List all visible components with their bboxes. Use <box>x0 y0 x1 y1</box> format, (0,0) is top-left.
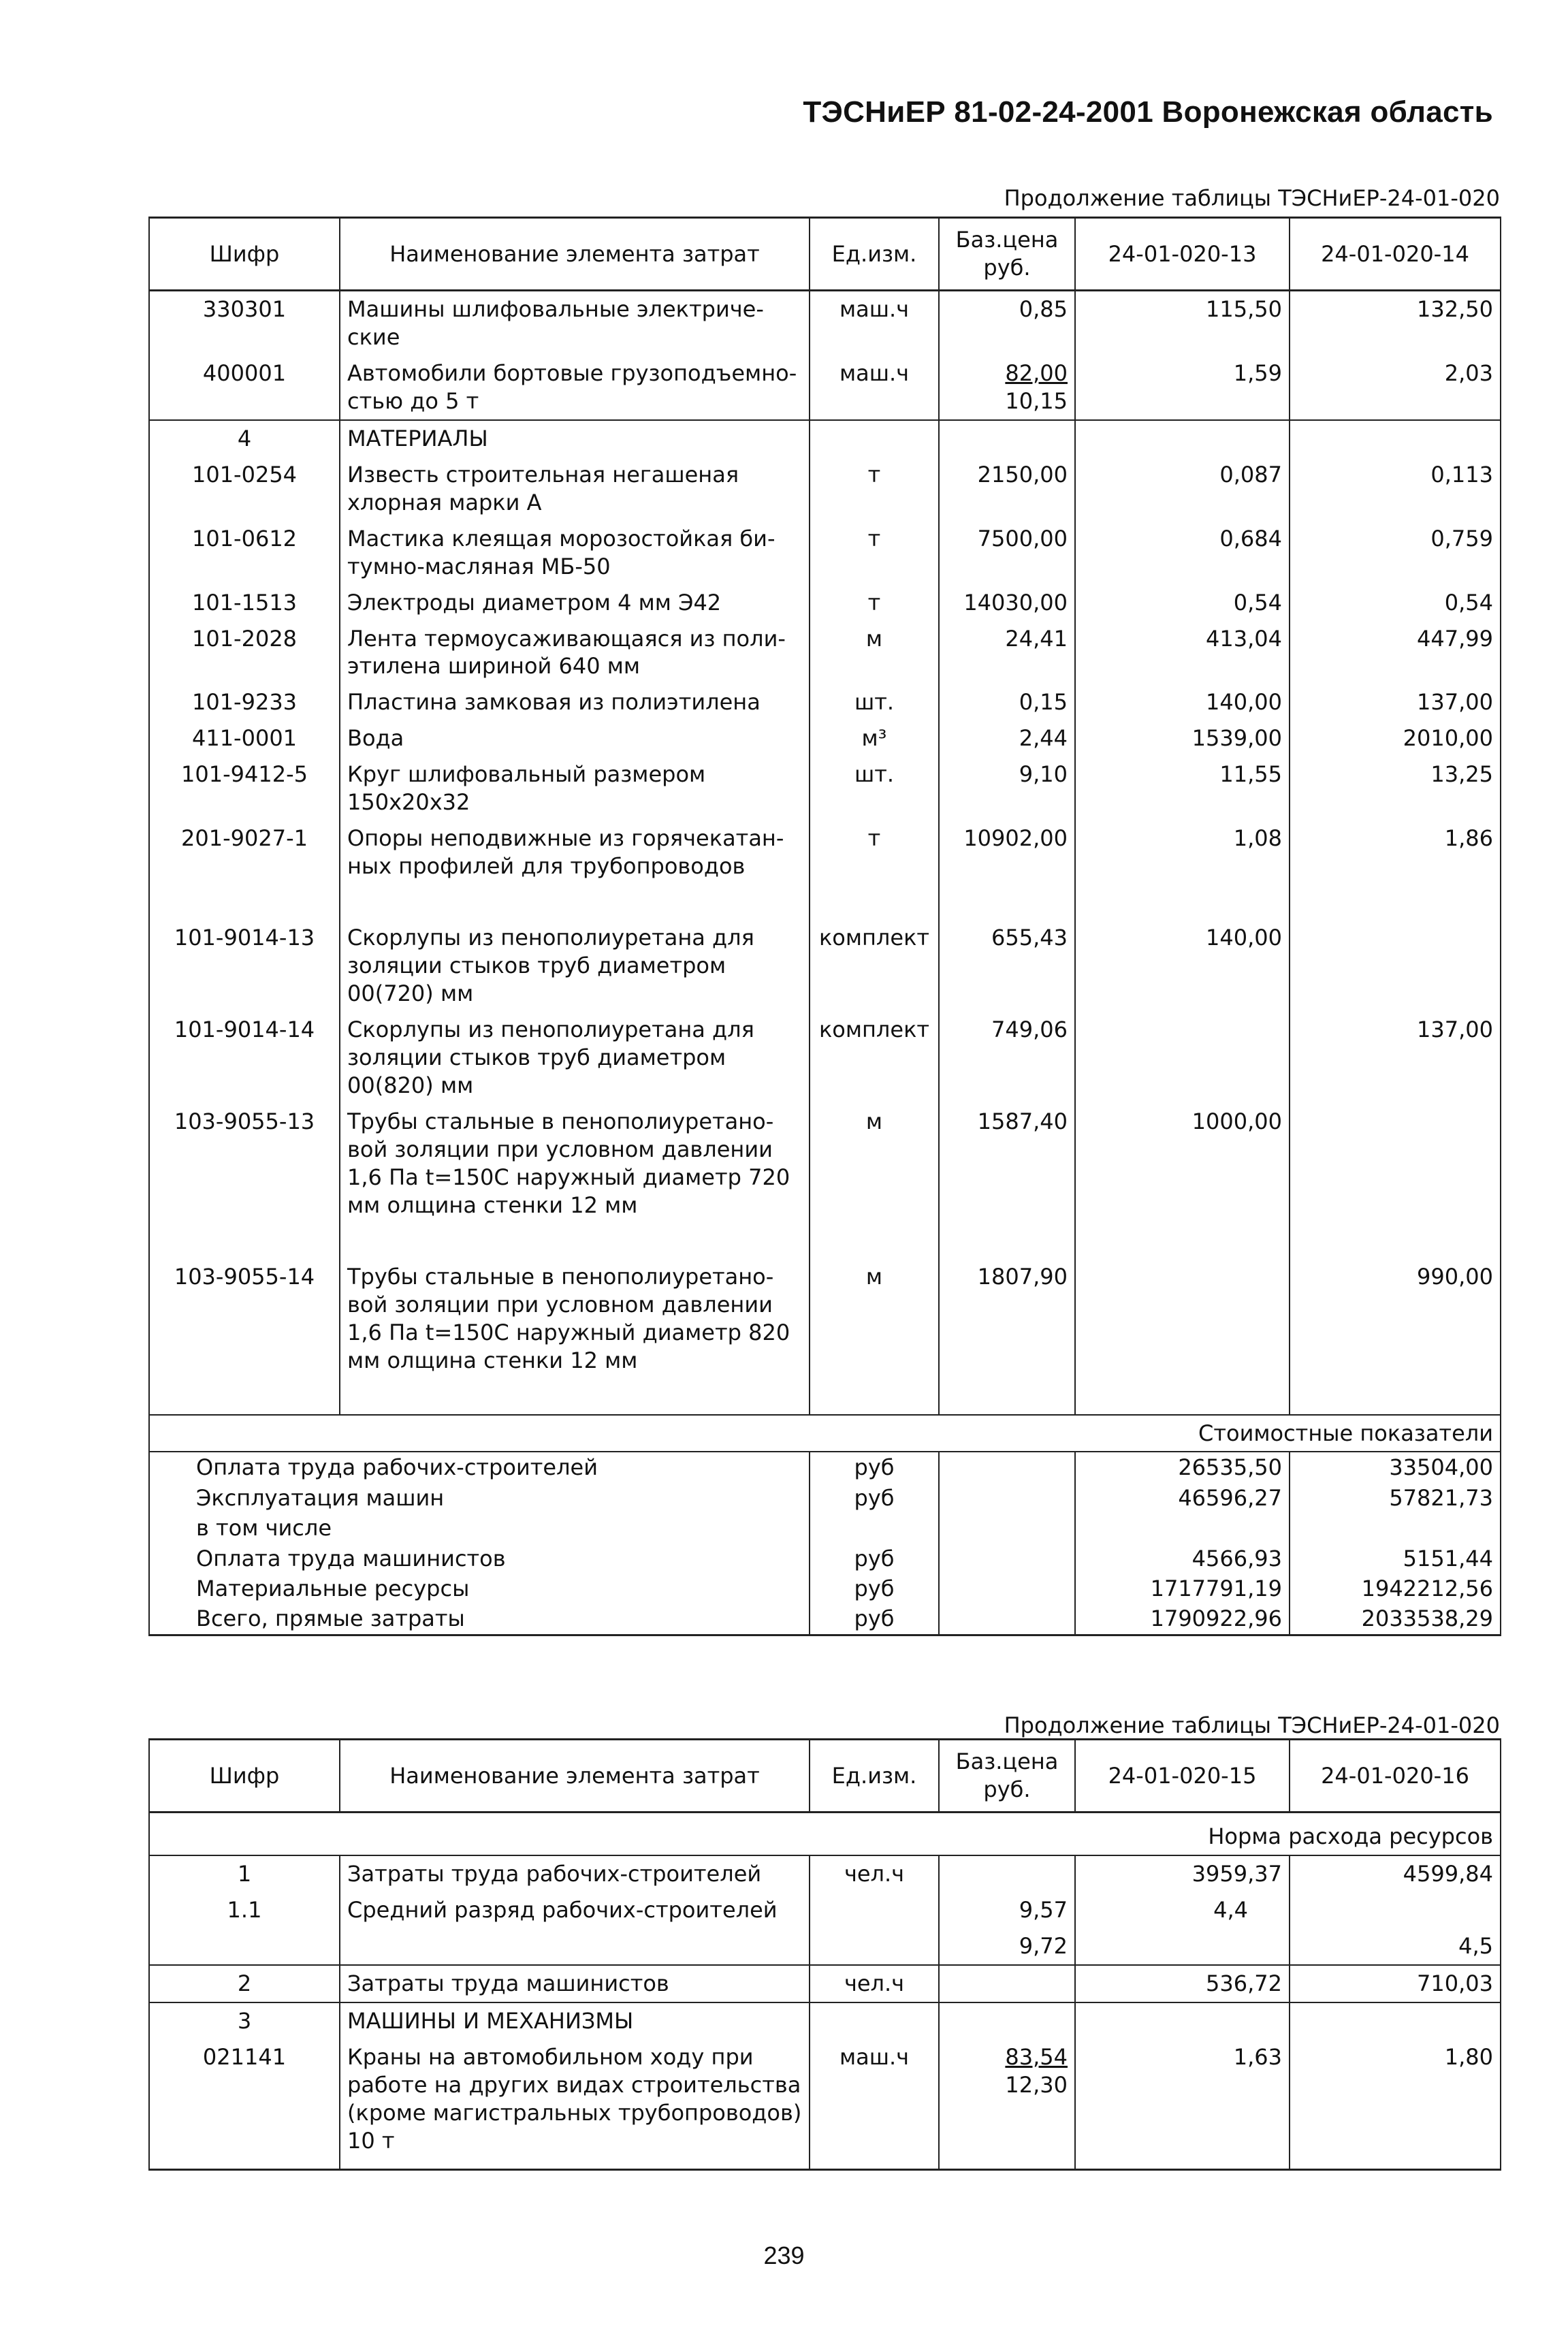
row-unit: т <box>810 521 939 585</box>
totals-label: Материальные ресурсы <box>149 1574 810 1603</box>
row-code: 1 <box>149 1855 340 1892</box>
row-price: 1807,90 <box>939 1259 1075 1379</box>
totals-unit: руб <box>810 1452 939 1482</box>
row-name: Средний разряд рабочих-строителей <box>340 1892 810 1928</box>
totals-unit: руб <box>810 1483 939 1513</box>
row-value-16: 1,80 <box>1290 2039 1501 2169</box>
row-code <box>149 1928 340 1965</box>
table-row <box>149 457 1501 521</box>
row-value-13 <box>1075 1012 1290 1104</box>
table-row <box>149 585 1501 621</box>
row-price: 24,41 <box>939 621 1075 685</box>
row-value-14: 447,99 <box>1290 621 1501 685</box>
table-row <box>149 621 1501 685</box>
norm-heading: Норма расхода ресурсов <box>149 1813 1501 1855</box>
column-header-name: Наименование элемента затрат <box>340 218 810 291</box>
cost-heading: Стоимостные показатели <box>149 1415 1501 1452</box>
row-name: Трубы стальные в пенополиуретано-вой золяции при условном давлении 1,6 Па t=150С наружный диаметр 720 мм олщина стенки 12 мм <box>340 1104 810 1224</box>
column-header-rate-14: 24-01-020-14 <box>1290 218 1501 291</box>
totals-row <box>149 1483 1501 1513</box>
table-header-row <box>149 218 1501 291</box>
row-price-current: 82,00 <box>1005 360 1068 386</box>
row-value-13: 1,08 <box>1075 820 1290 884</box>
totals-value-14: 5151,44 <box>1290 1544 1501 1574</box>
row-value-13: 0,684 <box>1075 521 1290 585</box>
section-title: МАШИНЫ И МЕХАНИЗМЫ <box>340 2002 810 2039</box>
row-value-15: 536,72 <box>1075 1965 1290 2002</box>
column-header-price: Баз.цена руб. <box>939 1740 1075 1813</box>
row-value-14: 2010,00 <box>1290 720 1501 756</box>
table-row <box>149 291 1501 355</box>
column-header-code: Шифр <box>149 1740 340 1813</box>
totals-value-13: 1717791,19 <box>1075 1574 1290 1603</box>
row-name: Вода <box>340 720 810 756</box>
totals-row <box>149 1544 1501 1574</box>
table-row <box>149 756 1501 820</box>
table-row <box>149 684 1501 720</box>
row-value-13: 140,00 <box>1075 920 1290 1012</box>
totals-unit: руб <box>810 1574 939 1603</box>
row-unit: т <box>810 820 939 884</box>
row-unit: маш.ч <box>810 355 939 420</box>
row-price-base: 10,15 <box>1005 387 1068 414</box>
row-price: 9,10 <box>939 756 1075 820</box>
row-value-14 <box>1290 1104 1501 1224</box>
row-value-14: 2,03 <box>1290 355 1501 420</box>
row-name: Мастика клеящая морозостойкая би-тумно-масляная МБ-50 <box>340 521 810 585</box>
table-row <box>149 521 1501 585</box>
row-price-base: 12,30 <box>1005 2071 1068 2098</box>
resource-table-2 <box>148 1738 1501 2171</box>
row-unit: т <box>810 457 939 521</box>
row-value-14: 0,759 <box>1290 521 1501 585</box>
resource-table-1 <box>148 217 1501 1636</box>
table-row <box>149 1965 1501 2002</box>
row-unit: м <box>810 1104 939 1224</box>
totals-value-14: 1942212,56 <box>1290 1574 1501 1603</box>
row-unit: м <box>810 1259 939 1379</box>
table-continuation-caption: Продолжение таблицы ТЭСНиЕР-24-01-020 <box>1004 185 1500 211</box>
column-header-rate-16: 24-01-020-16 <box>1290 1740 1501 1813</box>
table-header-row <box>149 1740 1501 1813</box>
row-code: 103-9055-14 <box>149 1259 340 1379</box>
row-price <box>939 2039 1075 2169</box>
totals-label: в том числе <box>149 1513 810 1543</box>
table-row <box>149 820 1501 884</box>
totals-value-13: 46596,27 <box>1075 1483 1290 1513</box>
row-code: 201-9027-1 <box>149 820 340 884</box>
row-value-15 <box>1075 1928 1290 1965</box>
row-unit: шт. <box>810 684 939 720</box>
column-header-rate-15: 24-01-020-15 <box>1075 1740 1290 1813</box>
totals-row <box>149 1603 1501 1635</box>
row-price: 7500,00 <box>939 521 1075 585</box>
totals-label: Оплата труда рабочих-строителей <box>149 1452 810 1482</box>
row-code: 101-9014-14 <box>149 1012 340 1104</box>
totals-value-14: 33504,00 <box>1290 1452 1501 1482</box>
section-number: 4 <box>149 420 340 457</box>
norm-heading-row <box>149 1813 1501 1855</box>
totals-value-13: 4566,93 <box>1075 1544 1290 1574</box>
row-name: Известь строительная негашеная хлорная марки А <box>340 457 810 521</box>
row-code: 330301 <box>149 291 340 355</box>
cost-heading-row <box>149 1415 1501 1452</box>
row-value-13: 0,54 <box>1075 585 1290 621</box>
row-name: Автомобили бортовые грузоподъемно-стью до 5 т <box>340 355 810 420</box>
row-price: 14030,00 <box>939 585 1075 621</box>
totals-value-14: 57821,73 <box>1290 1483 1501 1513</box>
row-code: 101-0254 <box>149 457 340 521</box>
section-row <box>149 420 1501 457</box>
row-unit <box>810 1892 939 1928</box>
row-code: 101-9233 <box>149 684 340 720</box>
row-code: 103-9055-13 <box>149 1104 340 1224</box>
row-value-14: 137,00 <box>1290 1012 1501 1104</box>
column-header-price: Баз.цена руб. <box>939 218 1075 291</box>
row-unit: комплект <box>810 920 939 1012</box>
section-row <box>149 2002 1501 2039</box>
row-value-13: 11,55 <box>1075 756 1290 820</box>
row-code: 1.1 <box>149 1892 340 1928</box>
row-value-13 <box>1075 1259 1290 1379</box>
table-row <box>149 720 1501 756</box>
row-name: Электроды диаметром 4 мм Э42 <box>340 585 810 621</box>
row-value-13: 1539,00 <box>1075 720 1290 756</box>
totals-row <box>149 1574 1501 1603</box>
row-price: 749,06 <box>939 1012 1075 1104</box>
row-value-13: 1000,00 <box>1075 1104 1290 1224</box>
row-unit: маш.ч <box>810 2039 939 2169</box>
row-unit: м³ <box>810 720 939 756</box>
row-value-16: 710,03 <box>1290 1965 1501 2002</box>
table-row <box>149 920 1501 1012</box>
table-row <box>149 1892 1501 1928</box>
row-price <box>939 1855 1075 1892</box>
row-code: 021141 <box>149 2039 340 2169</box>
row-value-13: 0,087 <box>1075 457 1290 521</box>
row-unit: чел.ч <box>810 1965 939 2002</box>
page-number: 239 <box>763 2241 805 2269</box>
row-code: 101-9014-13 <box>149 920 340 1012</box>
row-value-14: 132,50 <box>1290 291 1501 355</box>
row-unit: чел.ч <box>810 1855 939 1892</box>
row-value-14: 0,113 <box>1290 457 1501 521</box>
row-value-16: 4599,84 <box>1290 1855 1501 1892</box>
section-number: 3 <box>149 2002 340 2039</box>
table-row <box>149 1259 1501 1379</box>
row-value-14 <box>1290 920 1501 1012</box>
row-value-16: 4,5 <box>1290 1928 1501 1965</box>
totals-label: Эксплуатация машин <box>149 1483 810 1513</box>
row-code: 101-9412-5 <box>149 756 340 820</box>
row-value-13: 140,00 <box>1075 684 1290 720</box>
column-header-code: Шифр <box>149 218 340 291</box>
row-value-15: 3959,37 <box>1075 1855 1290 1892</box>
row-name: Лента термоусаживающаяся из поли-этилена шириной 640 мм <box>340 621 810 685</box>
row-value-13: 1,59 <box>1075 355 1290 420</box>
row-name: Краны на автомобильном ходу при работе на других видах строительства (кроме магистральных трубопроводов) 10 т <box>340 2039 810 2169</box>
row-price: 0,15 <box>939 684 1075 720</box>
row-code: 400001 <box>149 355 340 420</box>
row-price <box>939 1965 1075 2002</box>
row-code: 101-0612 <box>149 521 340 585</box>
row-price: 1587,40 <box>939 1104 1075 1224</box>
row-name: Трубы стальные в пенополиуретано-вой золяции при условном давлении 1,6 Па t=150С наружный диаметр 820 мм олщина стенки 12 мм <box>340 1259 810 1379</box>
totals-label: Оплата труда машинистов <box>149 1544 810 1574</box>
row-code: 411-0001 <box>149 720 340 756</box>
row-value-14: 990,00 <box>1290 1259 1501 1379</box>
totals-value-13: 26535,50 <box>1075 1452 1290 1482</box>
row-price: 655,43 <box>939 920 1075 1012</box>
table-row <box>149 355 1501 420</box>
section-title: МАТЕРИАЛЫ <box>340 420 810 457</box>
row-unit <box>810 1928 939 1965</box>
row-code: 2 <box>149 1965 340 2002</box>
table-row <box>149 1855 1501 1892</box>
row-code: 101-2028 <box>149 621 340 685</box>
row-price: 2150,00 <box>939 457 1075 521</box>
totals-unit: руб <box>810 1603 939 1635</box>
table-continuation-caption-2: Продолжение таблицы ТЭСНиЕР-24-01-020 <box>1004 1712 1500 1738</box>
column-header-name: Наименование элемента затрат <box>340 1740 810 1813</box>
row-name: Скорлупы из пенополиуретана для золяции стыков труб диаметром 00(820) мм <box>340 1012 810 1104</box>
row-name: Затраты труда машинистов <box>340 1965 810 2002</box>
row-unit: комплект <box>810 1012 939 1104</box>
row-name: Пластина замковая из полиэтилена <box>340 684 810 720</box>
row-price: 2,44 <box>939 720 1075 756</box>
table-row <box>149 1928 1501 1965</box>
totals-row <box>149 1452 1501 1482</box>
row-price-current: 83,54 <box>1005 2043 1068 2070</box>
row-value-14: 13,25 <box>1290 756 1501 820</box>
row-name: Опоры неподвижные из горячекатан-ных профилей для трубопроводов <box>340 820 810 884</box>
row-price <box>939 355 1075 420</box>
row-name <box>340 1928 810 1965</box>
totals-value-13: 1790922,96 <box>1075 1603 1290 1635</box>
row-name: Круг шлифовальный размером 150x20x32 <box>340 756 810 820</box>
totals-unit: руб <box>810 1544 939 1574</box>
row-value-16 <box>1290 1892 1501 1928</box>
row-value-15: 4,4 <box>1075 1892 1290 1928</box>
row-value-14: 0,54 <box>1290 585 1501 621</box>
row-value-13: 115,50 <box>1075 291 1290 355</box>
row-price: 9,72 <box>939 1928 1075 1965</box>
totals-label: Всего, прямые затраты <box>149 1603 810 1635</box>
totals-row <box>149 1513 1501 1543</box>
row-unit: шт. <box>810 756 939 820</box>
row-unit: маш.ч <box>810 291 939 355</box>
row-price: 10902,00 <box>939 820 1075 884</box>
row-price: 9,57 <box>939 1892 1075 1928</box>
totals-value-14: 2033538,29 <box>1290 1603 1501 1635</box>
table-row <box>149 1104 1501 1224</box>
table-row <box>149 2039 1501 2169</box>
table-row <box>149 1012 1501 1104</box>
document-header: ТЭСНиЕР 81-02-24-2001 Воронежская область <box>803 95 1493 129</box>
column-header-unit: Ед.изм. <box>810 1740 939 1813</box>
row-value-14: 1,86 <box>1290 820 1501 884</box>
row-name: Скорлупы из пенополиуретана для золяции стыков труб диаметром 00(720) мм <box>340 920 810 1012</box>
row-value-14: 137,00 <box>1290 684 1501 720</box>
column-header-unit: Ед.изм. <box>810 218 939 291</box>
row-name: Затраты труда рабочих-строителей <box>340 1855 810 1892</box>
row-name: Машины шлифовальные электриче-ские <box>340 291 810 355</box>
row-unit: м <box>810 621 939 685</box>
row-unit: т <box>810 585 939 621</box>
column-header-rate-13: 24-01-020-13 <box>1075 218 1290 291</box>
row-value-15: 1,63 <box>1075 2039 1290 2169</box>
row-value-13: 413,04 <box>1075 621 1290 685</box>
row-price: 0,85 <box>939 291 1075 355</box>
row-code: 101-1513 <box>149 585 340 621</box>
